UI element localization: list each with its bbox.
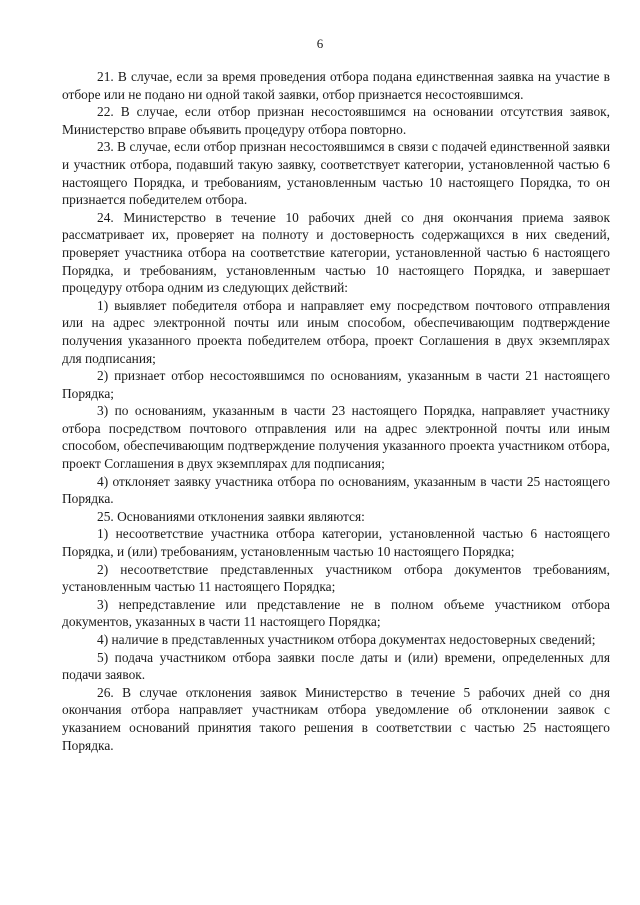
paragraph-22: 22. В случае, если отбор признан несостоявшимся на основании отсутствия заявок, Министерство вправе объявить процедуру отбора повторно. [62, 104, 610, 137]
paragraph-24: 24. Министерство в течение 10 рабочих дней со дня окончания приема заявок рассматривает их, проверяет на полноту и достоверность содержащихся в них сведений, проверяет участника отбора на соответствие категории, установленной частью 6 настоящего Порядка, и требованиям, установленным частью 10 настоящего Порядка, и завершает процедуру отбора одним из следующих действий: [62, 209, 610, 296]
page-number: 6 [316, 36, 324, 51]
paragraph-24-item-4: 4) отклоняет заявку участника отбора по основаниям, указанным в части 25 настоящего Порядка. [62, 473, 610, 507]
paragraph-24-item-3: 3) по основаниям, указанным в части 23 настоящего Порядка, направляет участнику отбора посредством почтового отправления или на адрес электронной почты или иным способом, обеспечивающим подтверждение получения указанного проекта участником отбора, проект Соглашения в двух экземплярах для подписания; [62, 403, 610, 472]
paragraph-25-item-3: 3) непредставление или представление не в полном объеме участником отбора документов, указанных в части 11 настоящего Порядка; [62, 596, 610, 630]
paragraph-25-item-5: 5) подача участником отбора заявки после даты и (или) времени, определенных для подачи заявок. [62, 649, 610, 683]
paragraph-24-item-1: 1) выявляет победителя отбора и направляет ему посредством почтового отправления или на адрес электронной почты или иным способом, обеспечивающим подтверждение получения указанного проекта победителем отбора, проект Соглашения в двух экземплярах для подписания; [62, 297, 610, 366]
paragraph-23: 23. В случае, если отбор признан несостоявшимся в связи с подачей единственной заявки и участник отбора, подавший такую заявку, соответствует категории, установленной частью 6 настоящего Порядка, и требованиям, установленным частью 10 настоящего Порядка, то он признается победителем отбора. [62, 139, 610, 208]
paragraph-21: 21. В случае, если за время проведения отбора подана единственная заявка на участие в отборе или не подано ни одной такой заявки, отбор признается несостоявшимся. [62, 69, 610, 102]
paragraph-24-item-2: 2) признает отбор несостоявшимся по основаниям, указанным в части 21 настоящего Порядка; [62, 368, 610, 401]
paragraph-25-item-1: 1) несоответствие участника отбора категории, установленной частью 6 настоящего Порядка, и (или) требованиям, установленным частью 10 настоящего Порядка; [62, 526, 610, 560]
paragraph-25: 25. Основаниями отклонения заявки являются: [97, 508, 365, 524]
paragraph-25-item-2: 2) несоответствие представленных участником отбора документов требованиям, установленным частью 11 настоящего Порядка; [62, 561, 610, 595]
document-body [62, 68, 610, 754]
paragraph-26: 26. В случае отклонения заявок Министерство в течение 5 рабочих дней со дня окончания отбора направляет участникам отбора уведомление об отклонении заявок с указанием оснований принятия такого решения в соответствии с частью 25 настоящего Порядка. [62, 684, 610, 753]
paragraph-25-item-4: 4) наличие в представленных участником отбора документах недостоверных сведений; [97, 632, 596, 647]
